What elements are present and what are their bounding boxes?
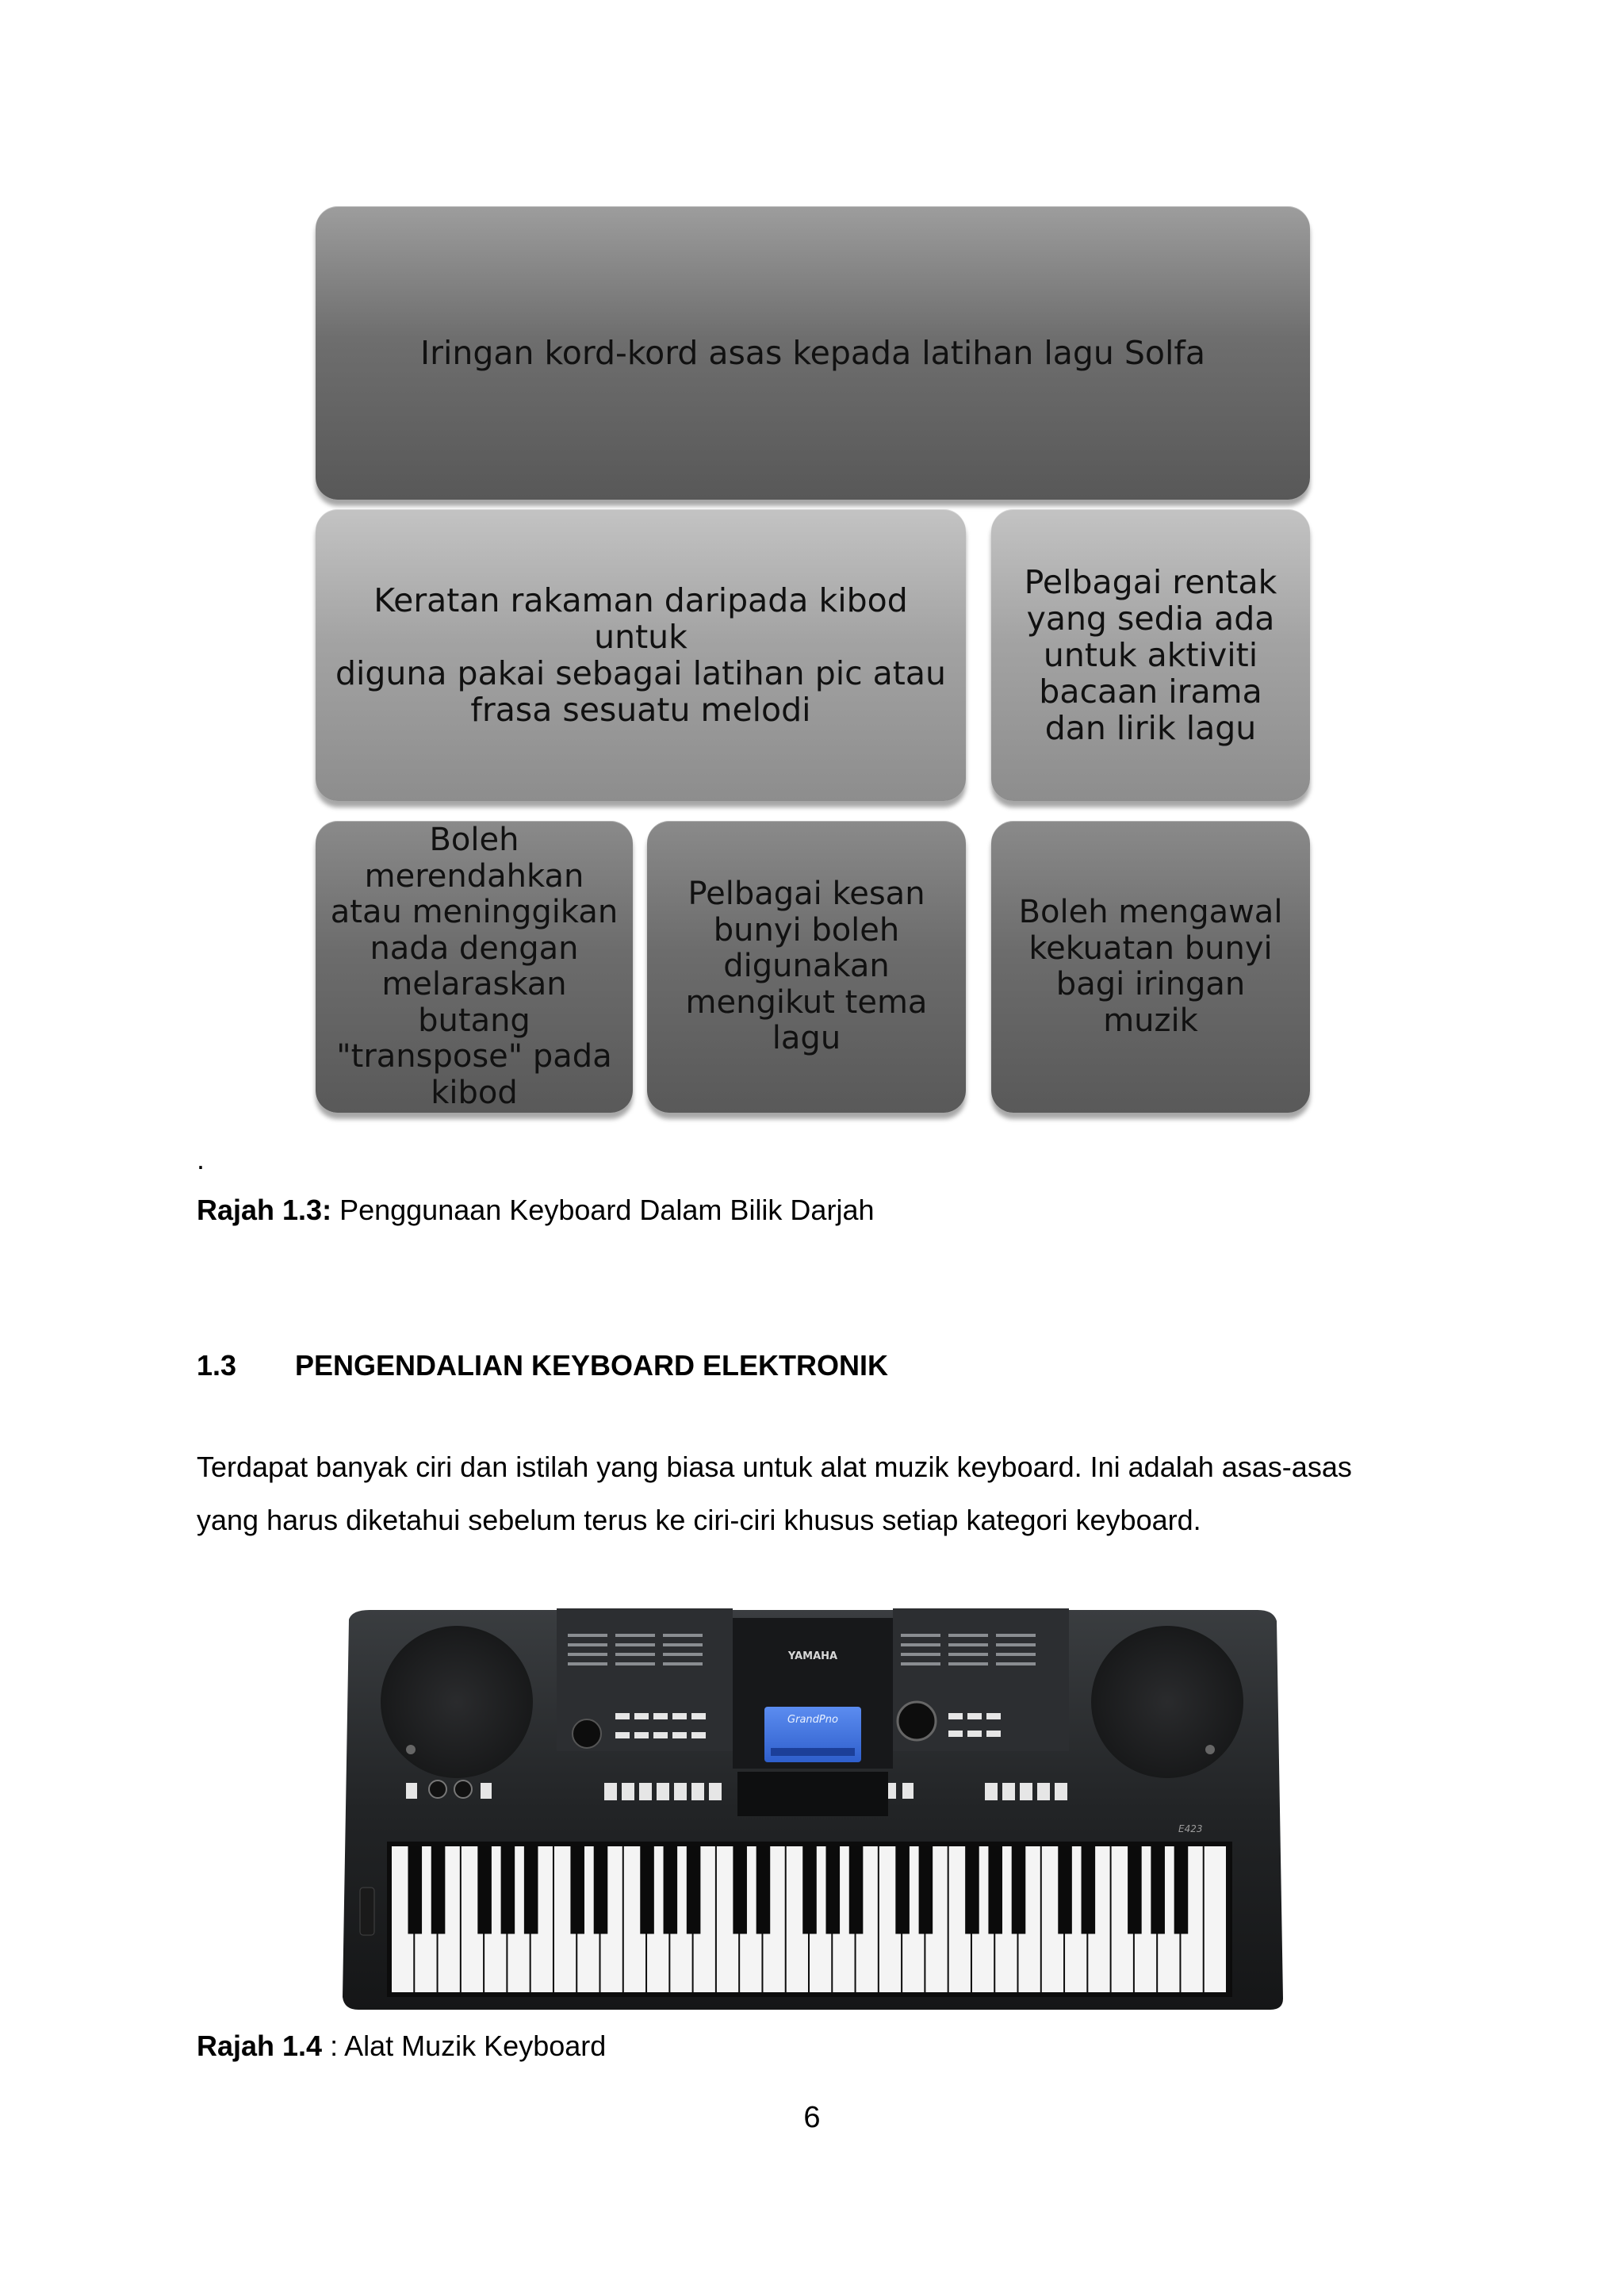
keyboard-model: E423 (1178, 1823, 1203, 1834)
diagram-box-mid-right (991, 509, 1310, 801)
black-key (1012, 1846, 1026, 1934)
page-number: 6 (803, 2101, 821, 2134)
black-key (1058, 1846, 1072, 1934)
section-number: 1.3 (197, 1349, 237, 1382)
black-key (733, 1846, 747, 1934)
section-heading (197, 1348, 888, 1383)
right-speaker (1091, 1626, 1243, 1778)
paragraph-line-1: Terdapat banyak ciri dan istilah yang biasa untuk alat muzik keyboard. Ini adalah asas-asas (197, 1451, 1352, 1483)
figure-caption-1 (197, 1193, 874, 1228)
black-key (988, 1846, 1002, 1934)
black-key (501, 1846, 515, 1934)
black-key (640, 1846, 654, 1934)
diagram-box-mid-left-text: Keratan rakaman daripada kibod untuk diguna pakai sebagai latihan pic atau frasa sesuatu melodi (335, 581, 946, 729)
figure-caption-2-text: : Alat Muzik Keyboard (322, 2030, 607, 2062)
black-key (1082, 1846, 1096, 1934)
keyboard-lcd-text: GrandPno (787, 1714, 838, 1726)
black-key (825, 1846, 840, 1934)
black-key (664, 1846, 678, 1934)
black-key (895, 1846, 910, 1934)
diagram-box-bottom-3-text: Boleh mengawal kekuatan bunyi bagi iringan muzik (1018, 894, 1283, 1039)
left-speaker (381, 1626, 533, 1778)
figure-caption-1-label: Rajah 1.3: (197, 1194, 332, 1226)
black-key (1174, 1846, 1189, 1934)
figure-caption-2 (197, 2029, 606, 2064)
keyboard-brand: YAMAHA (787, 1650, 838, 1662)
black-key (687, 1846, 701, 1934)
figure-caption-1-text: Penggunaan Keyboard Dalam Bilik Darjah (331, 1194, 875, 1226)
keyboard-image (338, 1602, 1285, 2014)
diagram-box-mid-left (316, 509, 966, 801)
diagram-box-bottom-1-text: Boleh merendahkan atau meninggikan nada dengan melaraskan butang "transpose" pada kibod (330, 822, 619, 1111)
diagram-box-bottom-1 (316, 821, 633, 1113)
diagram-box-bottom-3 (991, 821, 1310, 1113)
black-key (849, 1846, 864, 1934)
section-title: PENGENDALIAN KEYBOARD ELEKTRONIK (295, 1349, 889, 1382)
black-key (802, 1846, 817, 1934)
black-key (524, 1846, 538, 1934)
black-key (594, 1846, 608, 1934)
diagram-box-top (316, 206, 1310, 500)
diagram-box-top-text: Iringan kord-kord asas kepada latihan lagu Solfa (420, 334, 1205, 372)
stray-dot: . (197, 1143, 205, 1175)
black-key (570, 1846, 584, 1934)
black-key (756, 1846, 771, 1934)
diagram-box-bottom-2-text: Pelbagai kesan bunyi boleh digunakan mengikut tema lagu (685, 876, 928, 1057)
diagram-box-mid-right-text: Pelbagai rentak yang sedia ada untuk aktiviti bacaan irama dan lirik lagu (1024, 563, 1277, 747)
white-key (1205, 1846, 1226, 1992)
paragraph-line-2: yang harus diketahui sebelum terus ke ciri-ciri khusus setiap kategori keyboard. (197, 1504, 1201, 1536)
black-key (1128, 1846, 1142, 1934)
diagram-box-bottom-2 (647, 821, 966, 1113)
black-key (1151, 1846, 1165, 1934)
black-key (919, 1846, 933, 1934)
black-key (477, 1846, 492, 1934)
black-key (431, 1846, 446, 1934)
black-key (965, 1846, 979, 1934)
figure-caption-2-label: Rajah 1.4 (197, 2030, 323, 2062)
black-key (408, 1846, 422, 1934)
